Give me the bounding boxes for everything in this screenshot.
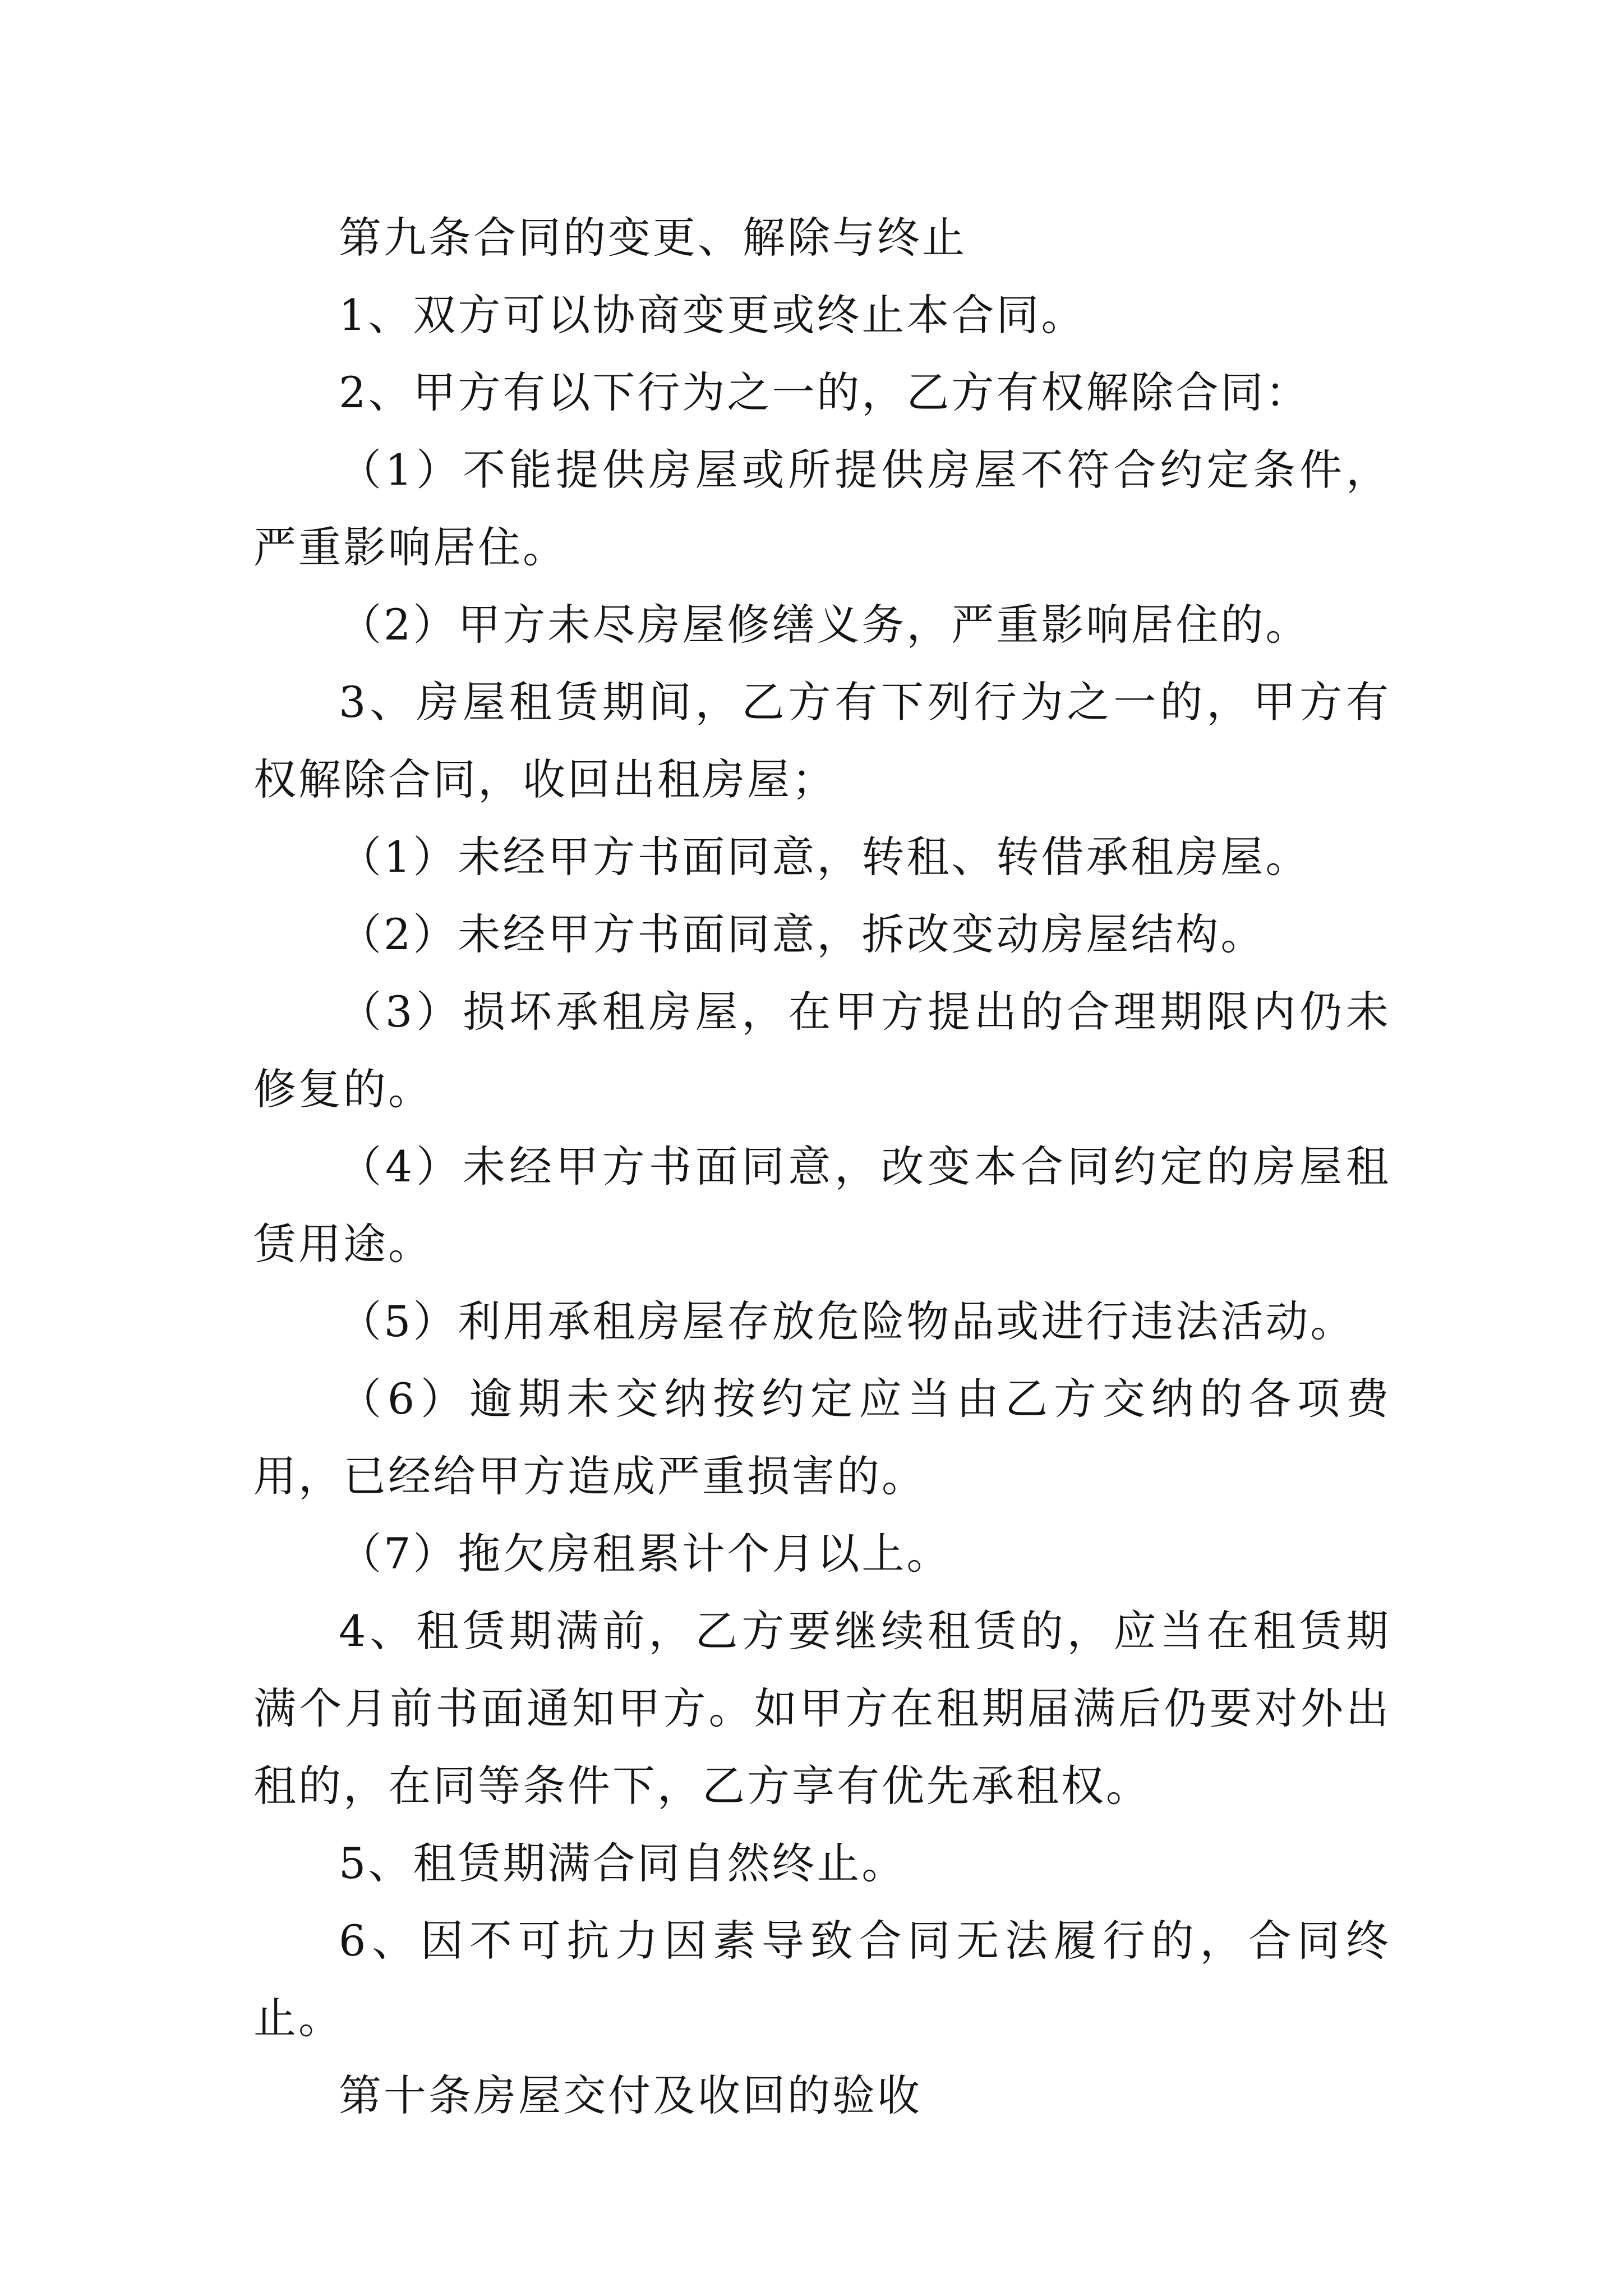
paragraph-clause-2: 2、甲方有以下行为之一的，乙方有权解除合同： (339, 367, 1311, 417)
paragraph-clause-3: 3、房屋租赁期间，乙方有下列行为之一的，甲方有权解除合同，收回出租房屋； (253, 677, 1391, 804)
paragraph-clause-3-item-3: （3）损坏承租房屋，在甲方提出的合理期限内仍未修复的。 (253, 987, 1391, 1114)
paragraph-clause-6: 6、因不可抗力因素导致合同无法履行的，合同终止。 (253, 1916, 1391, 2043)
paragraph-clause-3-item-4: （4）未经甲方书面同意，改变本合同约定的房屋租赁用途。 (253, 1142, 1391, 1269)
paragraph-clause-4: 4、租赁期满前，乙方要继续租赁的，应当在租赁期满个月前书面通知甲方。如甲方在租期届满后仍要对外出租的，在同等条件下，乙方享有优先承租权。 (253, 1606, 1391, 1811)
paragraph-clause-2-item-2: （2）甲方未尽房屋修缮义务，严重影响居住的。 (339, 600, 1311, 650)
paragraph-clause-1: 1、双方可以协商变更或终止本合同。 (339, 290, 1086, 340)
paragraph-clause-2-item-1: （1）不能提供房屋或所提供房屋不符合约定条件，严重影响居住。 (253, 445, 1391, 572)
paragraph-clause-3-item-1: （1）未经甲方书面同意，转租、转借承租房屋。 (339, 832, 1311, 882)
contract-body (253, 199, 1391, 2134)
paragraph-clause-3-item-7: （7）拖欠房租累计个月以上。 (339, 1529, 952, 1579)
paragraph-clause-3-item-2: （2）未经甲方书面同意，拆改变动房屋结构。 (339, 909, 1266, 959)
paragraph-clause-3-item-5: （5）利用承租房屋存放危险物品或进行违法活动。 (339, 1296, 1355, 1346)
paragraph-clause-5: 5、租赁期满合同自然终止。 (339, 1838, 907, 1888)
article-10-heading: 第十条房屋交付及收回的验收 (339, 2070, 922, 2120)
article-9-heading: 第九条合同的变更、解除与终止 (339, 213, 967, 263)
paragraph-clause-3-item-6: （6）逾期未交纳按约定应当由乙方交纳的各项费用，已经给甲方造成严重损害的。 (253, 1374, 1391, 1501)
